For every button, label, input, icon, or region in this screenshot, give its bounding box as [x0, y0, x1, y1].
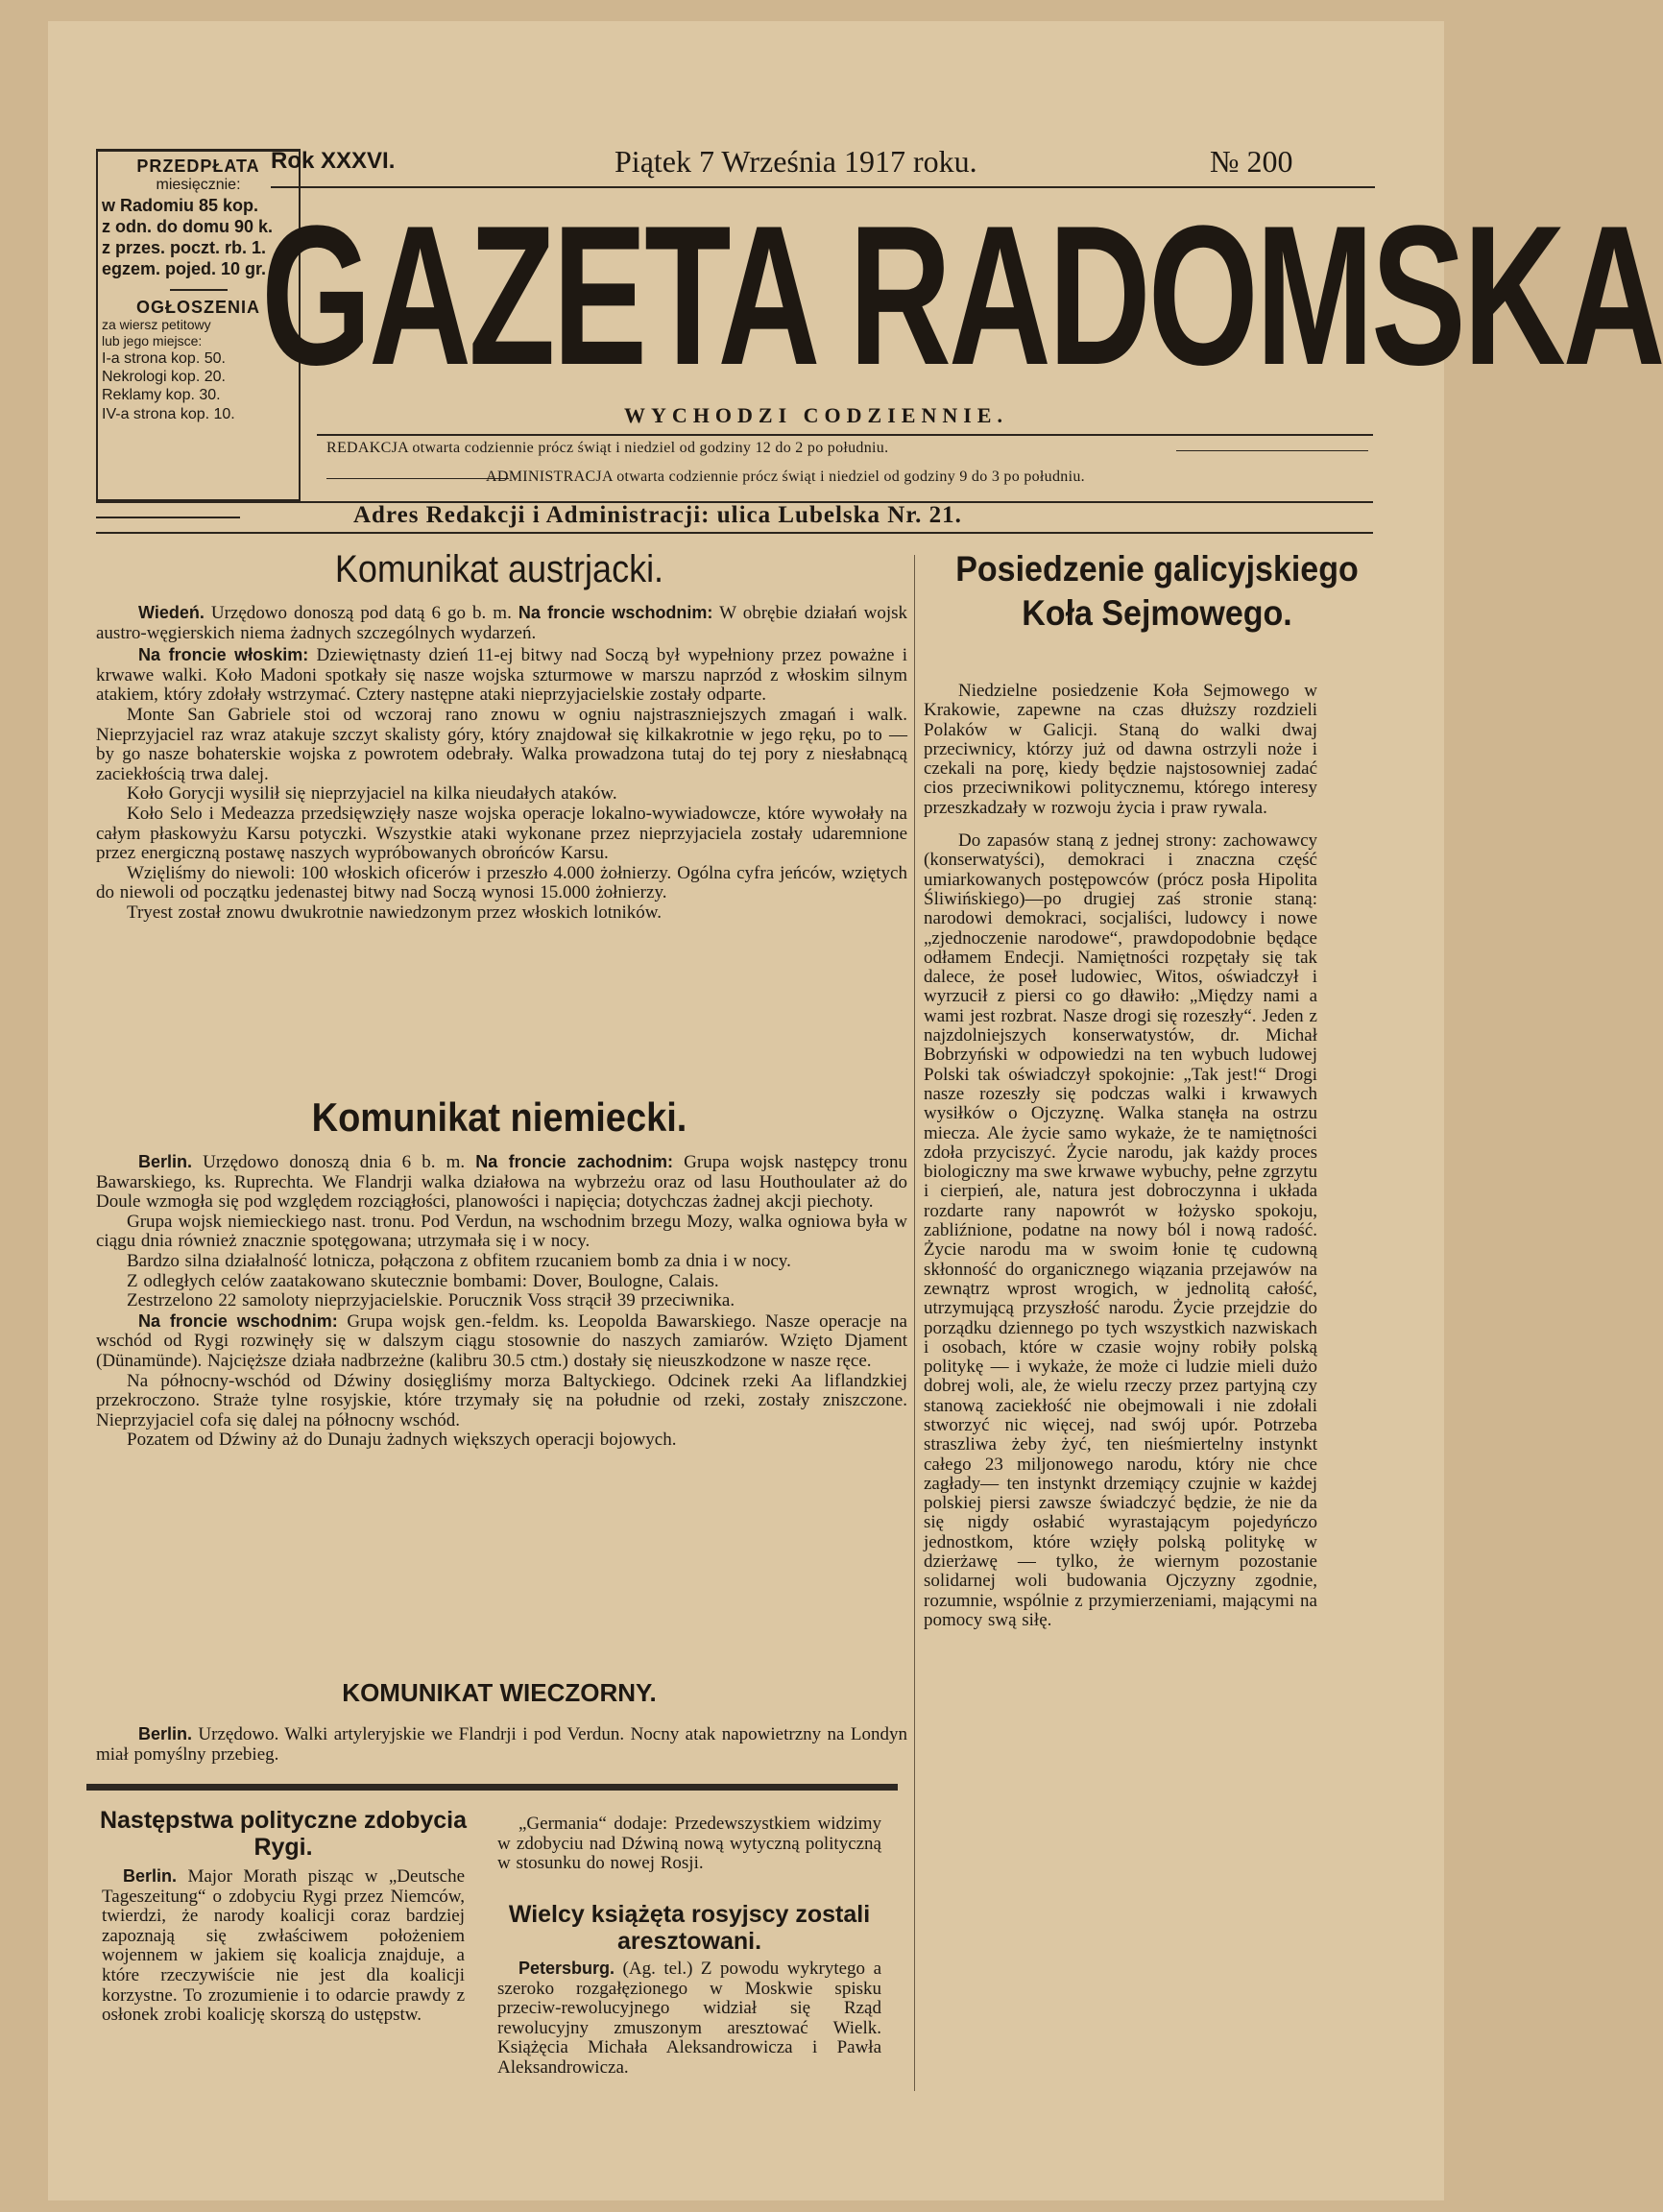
section-title-riga: Następstwa polityczne zdobycia Rygi.: [99, 1807, 468, 1861]
paragraph: Do zapasów staną z jednej strony: zachowawcy (konserwatyści), demokraci i znaczna część umiarkowanych postępowców (prócz posła Hipolita Śliwińskiego)—po drugiej zaś stronie staną: narodowi demokraci, socjaliści, ludowcy i nowe „zjednoczenie narodowe“, prawdopodobnie będące odłamem Endecji. Namiętności rozpętały się tak dalece, że poseł ludowiec, Witos, oświadczył i wyrzucił z piersi co go dławiło: „Między nami a wami jest rozbrat. Nasze drogi się rozeszły“. Jeden z najzdolniejszych konserwatystów, dr. Michał Bobrzyński w odpowiedzi na ten wybuch ludowej Polski tak oświadczył spokojnie: „Tak jest!“ Drogi nasze rozeszły się podczas walki i krwawych wysiłków o Ojczyznę. Walka stanęła na ostrzu miecza. Ale życie samo wykaże, że te namiętności zdoła przyciszyć. Życie narodu, jak każdy proces biologiczny ma swe krwawe wybuchy, pełne zgrzytu i cierpień, ale, natura jest dobroczynna i układa rozdarte rany napowrót w łożysko spokoju, zabliźnione, podatne na nowy ból i nową radość. Życie narodu ma w swoim łonie tę cudowną skłonność do organicznego wiązania przejawów na zewnątrz wprost wrogich, w jednolitą całość, utrzymującą przyszłość narodu. Życie przejdzie do porządku dziennego po tych wszystkich nazwiskach i osobach, które w czasie wojny robiły polską politykę — i wykaże, że może ci ludzie mieli dużo dobrej woli, ale, że wielu rzeczy przez partyjną czy stanową zaciekłość nie obejmowali i nie zdołali stworzyć nic więcej, nad swój upór. Potrzeba straszliwa żeby żyć, ten nieśmiertelny instynkt całego 23 miljonowego narodu, który nie chce zagłady— ten instynkt drzemiący czujnie w każdej polskiej piersi zawsze świadczyć będzie, że nie da się nigdy osłabić wyrastającym pojedyńczo jednostkom, które wzięły polską politykę w dzierżawę — tylko, że wiernym pozostanie solidarnej woli budowania Ojczyzny zgodnie, rozumnie, wspólnie z przymierzeniami, mającymi na pomocy swą siłę.: [924, 830, 1317, 1630]
hours-rule: [1176, 450, 1368, 451]
price-line: z odn. do domu 90 k.: [102, 216, 274, 236]
ads-line: lub jego miejsce:: [102, 332, 203, 349]
ads-heading: OGŁOSZENIA: [135, 297, 260, 317]
issue-date: Piątek 7 Września 1917 roku.: [615, 144, 977, 179]
newspaper-page: [48, 21, 1663, 2200]
evening-body: Berlin. Urzędowo. Walki artyleryjskie we Flandrji i pod Verdun. Nocny atak napowietrzny na Londyn miał pomyślny przebieg.: [96, 1724, 907, 1765]
address-rule-left: [96, 517, 240, 518]
issue-number: № 200: [1210, 144, 1293, 179]
section-title-evening: KOMUNIKAT WIECZORNY.: [342, 1678, 657, 1707]
price-line: z przes. poczt. rb. 1.: [102, 237, 267, 257]
box-divider: [170, 289, 228, 291]
paragraph: Grupa wojsk niemieckiego nast. tronu. Pod Verdun, na wschodnim brzegu Mozy, walka ogniowa była w ciągu dnia również znacznie spotęgowana; utrzymała się i w nocy.: [96, 1211, 907, 1252]
front-label: Na froncie włoskim:: [138, 645, 309, 665]
austrian-body: Wiedeń. Urzędowo donoszą pod datą 6 go b. m. Na froncie wschodnim: W obrębie działań wojsk austro-węgierskich niema żadnych szczególnych wydarzeń. Na froncie włoskim: Dziewiętnasty dzień 11-ej bitwy nad Soczą był wypełniony przez poważne i krwawe walki. Koło Madoni spotkały się nasze wojska szturmowe w marszu naprzód z włoskim silnym atakiem, który zdołały wstrzymać. Cztery następne ataki nieprzyjacielskie zostały odparte. Monte San Gabriele stoi od wczoraj rano znowu w ogniu najstraszniejszych zmagań i walk. Nieprzyjaciel raz wraz atakuje szczyt skalisty góry, który znajdował się kilkakrotnie w jego ręku, po to — by go nasze bohaterskie wojska z powrotem odebrały. Walka prowadzona tutaj do tej pory z niesłabnącą zaciekłością trwa dalej. Koło Gorycji wysilił się nieprzyjaciel na kilka nieudałych ataków. Koło Selo i Medeazza przedsięwzięły nasze wojska operacje lokalno-wywiadowcze, które wywołały na całym płaskowyżu Karsu potyczki. Wszystkie ataki wykonane przez nieprzyjaciela zostały udaremnione przez energiczną postawę naszych wypróbowanych obrońców Karsu. Wzięliśmy do niewoli: 100 włoskich oficerów i przeszło 4.000 żołnierzy. Ogólna cyfra jeńców, wziętych do niewoli od początku jedenastej bitwy nad Soczą wynosi 15.000 żołnierzy. Tryest został znowu dwukrotnie nawiedzonym przez włoskich lotników.: [96, 603, 907, 923]
riga-body: Berlin. Major Morath pisząc w „Deutsche Tageszeitung“ o zdobyciu Rygi przez Niemców, twierdzi, że narody koalicji coraz bardziej zapoznają się zwłaściwem położeniem wojennem w jakiem się koalicja znajduje, a które rzeczywiście nie jest dla koalicji korzystne. To zrozumienie i to odarcie prawdy z osłonek zrobi koalicję skorszą do ustępstw.: [102, 1866, 465, 2026]
paragraph: Bardzo silna działalność lotnicza, połączona z obfitem rzucaniem bomb za dnia i w nocy.: [127, 1250, 791, 1271]
paragraph: Zestrzelono 22 samoloty nieprzyjacielskie. Porucznik Voss strącił 39 przeciwnika.: [127, 1290, 735, 1311]
germania-body: [497, 1815, 881, 1874]
ads-line: IV-a strona kop. 10.: [102, 405, 235, 422]
arrest-body: Petersburg. (Ag. tel.) Z powodu wykrytego a szeroko rozgałęzionego w Moskwie spisku przeciw-rewolucyjnego widział się Rząd rewolucyjny zmuszonym aresztować Wielk. Książęcia Michała Aleksandrowicza i Pawła Aleksandrowicza.: [497, 1959, 881, 2078]
column-divider: [914, 555, 915, 2091]
newspaper-title: GAZETA RADOMSKA: [261, 184, 1663, 407]
german-body: Berlin. Urzędowo donoszą dnia 6 b. m. Na froncie zachodnim: Grupa wojsk następcy tronu Bawarskiego, ks. Ruprechta. We Flandrji walka działowa na wybrzeżu oraz od lasu Houthoulater aż do Doule wzmogła się pod względem rozciągłości, planowości i napięcia; dotychczas żadnej akcji piechoty. Grupa wojsk niemieckiego nast. tronu. Pod Verdun, na wschodnim brzegu Mozy, walka ogniowa była w ciągu dnia również znacznie spotęgowana; utrzymała się i w nocy. Bardzo silna działalność lotnicza, połączona z obfitem rzucaniem bomb za dnia i w nocy. Z odległych celów zaatakowano skutecznie bombami: Dover, Boulogne, Calais. Zestrzelono 22 samoloty nieprzyjacielskie. Porucznik Voss strącił 39 przeciwnika. Na froncie wschodnim: Grupa wojsk gen.-feldm. ks. Leopolda Bawarskiego. Nasze operacje na wschód od Rygi rozwinęły się w dalszym ciągu stosownie do naszych zamiarów. Wzięto Djament (Dünamünde). Najcięższe działa nadbrzeżne (kalibru 30.5 ctm.) dostały się nieuszkodzone w nasze ręce. Na północny-wschód od Dźwiny dosięgliśmy morza Baltyckiego. Odcinek rzeki Aa liflandzkiej przekroczono. Straże tylne rosyjskie, które trzymały się na południe od rzeki, zostały zniszczone. Nieprzyjaciel cofa się dalej na północny wschód. Pozatem od Dźwiny aż do Dunaju żadnych większych operacji bojowych.: [96, 1152, 907, 1451]
section-title-austrian: Komunikat austrjacki.: [334, 546, 664, 590]
galician-body: [924, 682, 1317, 1630]
price-line: w Radomiu 85 kop.: [102, 195, 259, 215]
newspaper-subtitle: WYCHODZI CODZIENNIE.: [624, 403, 1008, 427]
thick-divider: [86, 1784, 898, 1791]
paragraph: Pozatem od Dźwiny aż do Dunaju żadnych większych operacji bojowych.: [127, 1430, 677, 1451]
paragraph: Tryest został znowu dwukrotnie nawiedzonym przez włoskich lotników.: [127, 902, 663, 923]
admin-hours: ADMINISTRACJA otwarta codziennie prócz świąt i niedziel od godziny 9 do 3 po południu.: [486, 469, 1085, 485]
city-label: Berlin.: [123, 1866, 178, 1886]
masthead-rule: [317, 434, 1373, 436]
address-rule-bottom: [96, 532, 1373, 534]
ads-line: I-a strona kop. 50.: [102, 349, 226, 367]
front-label: Na froncie wschodnim:: [138, 1310, 338, 1331]
paragraph: Monte San Gabriele stoi od wczoraj rano znowu w ogniu najstraszniejszych zmagań i walk. Nieprzyjaciel raz wraz atakuje szczyt skalisty góry, który znajdował się kilkakrotnie w jego ręku, po to — by go nasze bohaterskie wojska z powrotem odebrały. Walka prowadzona tutaj do tej pory z niesłabnącą zaciekłością trwa dalej.: [96, 704, 907, 784]
price-line: miesięcznie:: [156, 177, 241, 194]
title-line: Posiedzenie galicyjskiego: [955, 549, 1359, 589]
city-label: Berlin.: [138, 1724, 193, 1743]
ads-line: Nekrologi kop. 20.: [102, 369, 226, 386]
price-line: egzem. pojed. 10 gr.: [102, 258, 267, 278]
paragraph: Wzięliśmy do niewoli: 100 włoskich oficerów i przeszło 4.000 żołnierzy. Ogólna cyfra jeńców, wziętych do niewoli od początku jedenastej bitwy nad Soczą wynosi 15.000 żołnierzy.: [96, 862, 907, 903]
city-label: Petersburg.: [518, 1959, 615, 1978]
editorial-hours: REDAKCJA otwarta codziennie prócz świąt i niedziel od godziny 12 do 2 po południu.: [326, 440, 889, 456]
section-title-arrest: Wielcy książęta rosyjscy zostali aresztowani.: [508, 1901, 871, 1955]
title-line: Koła Sejmowego.: [1022, 593, 1292, 634]
hours-rule: [326, 478, 509, 479]
paragraph: Z odległych celów zaatakowano skutecznie bombami: Dover, Boulogne, Calais.: [127, 1270, 719, 1291]
section-title-galician: [917, 547, 1397, 636]
price-heading: PRZEDPŁATA: [136, 156, 260, 176]
ads-line: za wiersz petitowy: [102, 316, 211, 332]
issue-year: Rok XXXVI.: [271, 148, 396, 174]
city-label: Wiedeń.: [138, 603, 205, 622]
ads-line: Reklamy kop. 30.: [102, 387, 221, 404]
section-title-german: Komunikat niemiecki.: [311, 1095, 687, 1142]
paragraph: Niedzielne posiedzenie Koła Sejmowego w Krakowie, zapewne na czas dłuższy rozdzieli Polaków w Galicji. Staną do walki dwaj przeciwnicy, którzy już od dawna ostrzyli noże i czekali na porę, kiedy będzie najstosowniej zadać cios przeciwnikowi politycznemu, którego interesy przeszkadzały w rozwoju życia i praw rywala.: [924, 681, 1317, 818]
paragraph: Koło Gorycji wysilił się nieprzyjaciel na kilka nieudałych ataków.: [127, 783, 617, 805]
address-line: Adres Redakcji i Administracji: ulica Lubelska Nr. 21.: [353, 502, 962, 528]
paragraph: „Germania“ dodaje: Przedewszystkiem widzimy w zdobyciu nad Dźwiną nową wytyczną polityczną w stosunku do nowej Rosji.: [497, 1814, 881, 1874]
city-label: Berlin.: [138, 1152, 193, 1171]
paragraph: Koło Selo i Medeazza przedsięwzięły nasze wojska operacje lokalno-wywiadowcze, które wywołały na całym płaskowyżu Karsu potyczki. Wszystkie ataki wykonane przez nieprzyjaciela zostały udaremnione przez energiczną postawę naszych wypróbowanych obrońców Karsu.: [96, 803, 907, 864]
front-label: Na froncie zachodnim:: [475, 1152, 674, 1171]
paragraph: Na północny-wschód od Dźwiny dosięgliśmy morza Baltyckiego. Odcinek rzeki Aa liflandzkiej przekroczono. Straże tylne rosyjskie, które trzymały się na południe od rzeki, zostały zniszczone. Nieprzyjaciel cofa się dalej na północny wschód.: [96, 1370, 907, 1431]
front-label: Na froncie wschodnim:: [518, 603, 713, 622]
